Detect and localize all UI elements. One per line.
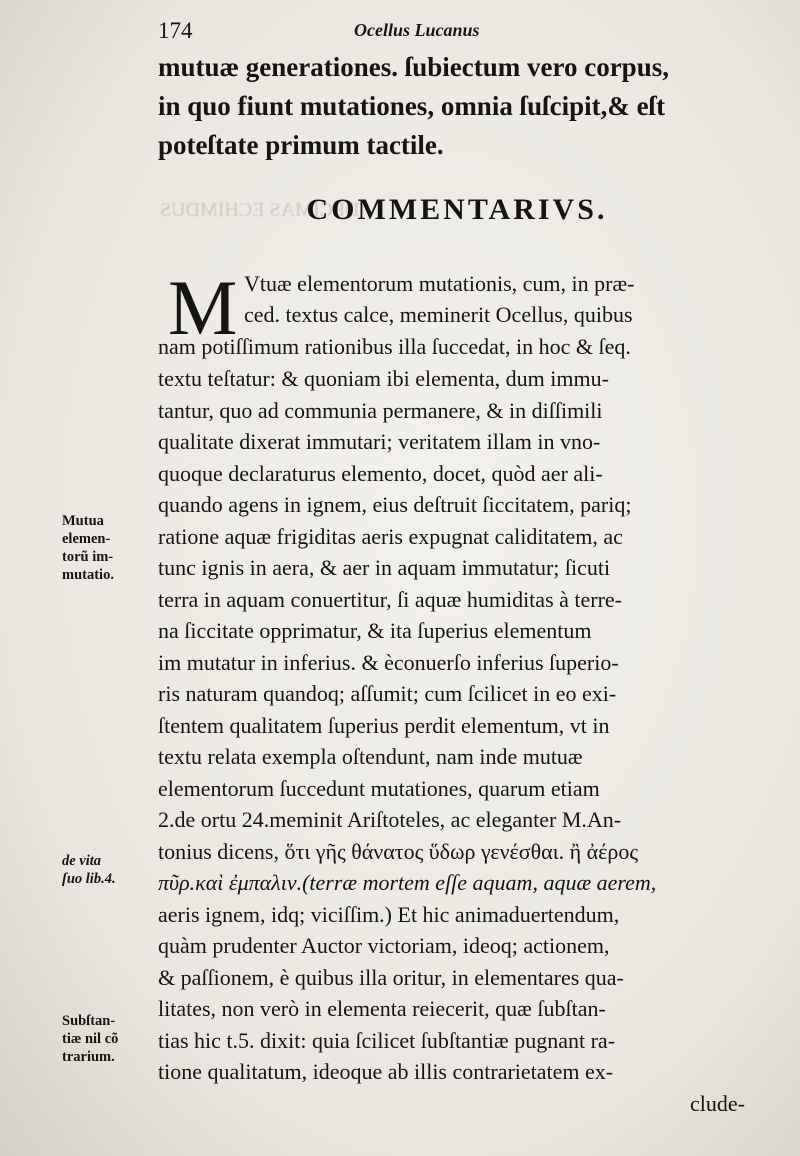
body-line: tantur, quo ad communia permanere, & in diſſimili bbox=[158, 398, 603, 423]
margin-note-de-vita: de vita ſuo lib.4. bbox=[62, 853, 116, 887]
body-line: Vtuæ elementorum mutationis, cum, in præ- bbox=[244, 271, 635, 296]
body-line: 2.de ortu 24.meminit Ariſtoteles, ac eleganter M.An- bbox=[158, 807, 622, 832]
body-line: & paſſionem, è quibus illa oritur, in elementares qua- bbox=[158, 965, 624, 990]
body-line: tunc ignis in aera, & aer in aquam immutatur; ſicuti bbox=[158, 555, 611, 580]
body-line: nam potiſſimum rationibus illa ſuccedat, in hoc & ſeq. bbox=[158, 334, 631, 359]
body-line: quando agens in ignem, eius deſtruit ſiccitatem, pariq; bbox=[158, 492, 632, 517]
body-line: aeris ignem, idq; viciſſim.) Et hic animaduertendum, bbox=[158, 902, 620, 927]
body-line: ratione aquæ frigiditas aeris expugnat caliditatem, ac bbox=[158, 524, 623, 549]
body-line: quoque declaraturus elemento, docet, quòd aer ali- bbox=[158, 461, 603, 486]
margin-note-substantiae: Subſtan- tiæ nil cõ trarium. bbox=[62, 1013, 119, 1065]
section-heading: COMMENTARIVS. bbox=[306, 193, 608, 226]
body-line: im mutatur in inferius. & èconuerſo inferius ſuperio- bbox=[158, 650, 619, 675]
body-line: tonius dicens, ὅτι γῆς θάνατος ὕδωρ γενέσθαι. ἢ ἀέρος bbox=[158, 839, 639, 864]
body-line: na ſiccitate opprimatur, & ita ſuperius elementum bbox=[158, 618, 592, 643]
top-text-line: in quo fiunt mutationes, omnia ſuſcipit,& eſt bbox=[158, 91, 666, 121]
body-line: πῦρ.καὶ ἐμπαλιν.(terræ mortem eſſe aquam, aquæ aerem, bbox=[158, 870, 657, 895]
body-line: terra in aquam conuertitur, ſi aquæ humiditas à terre- bbox=[158, 587, 623, 612]
running-head: Ocellus Lucanus bbox=[354, 20, 480, 40]
drop-cap: M bbox=[168, 264, 238, 351]
margin-note-mutua: Mutua elemen- torũ im- mutatio. bbox=[62, 513, 114, 583]
body-line: qualitate dixerat immutari; veritatem illam in vno- bbox=[158, 429, 601, 454]
top-text-block bbox=[158, 48, 758, 165]
page-number: 174 bbox=[158, 18, 193, 43]
body-line: quàm prudenter Auctor victoriam, ideoq; actionem, bbox=[158, 933, 610, 958]
body-line: litates, non verò in elementa reiecerit, quæ ſubſtan- bbox=[158, 996, 606, 1021]
body-line: clude- bbox=[690, 1091, 745, 1116]
body-line: ris naturam quandoq; aſſumit; cum ſcilicet in eo exi- bbox=[158, 681, 617, 706]
bleed-through-shadow: DECIMAS ECHIMDUS bbox=[160, 199, 360, 221]
body-line: textu teſtatur: & quoniam ibi elementa, dum immu- bbox=[158, 366, 609, 391]
body-line: tias hic t.5. dixit: quia ſcilicet ſubſtantiæ pugnant ra- bbox=[158, 1028, 616, 1053]
top-text-line: mutuæ generationes. ſubiectum vero corpus, bbox=[158, 52, 669, 82]
body-line: ced. textus calce, meminerit Ocellus, quibus bbox=[244, 302, 633, 327]
body-line: tione qualitatum, ideoque ab illis contrarietatem ex- bbox=[158, 1059, 614, 1084]
page-header bbox=[158, 18, 758, 44]
top-text-line: poteſtate primum tactile. bbox=[158, 130, 444, 160]
body-line: ſtentem qualitatem ſuperius perdit elementum, vt in bbox=[158, 713, 610, 738]
body-line: textu relata exempla oſtendunt, nam inde mutuæ bbox=[158, 744, 583, 769]
body-line: elementorum ſuccedunt mutationes, quarum etiam bbox=[158, 776, 600, 801]
